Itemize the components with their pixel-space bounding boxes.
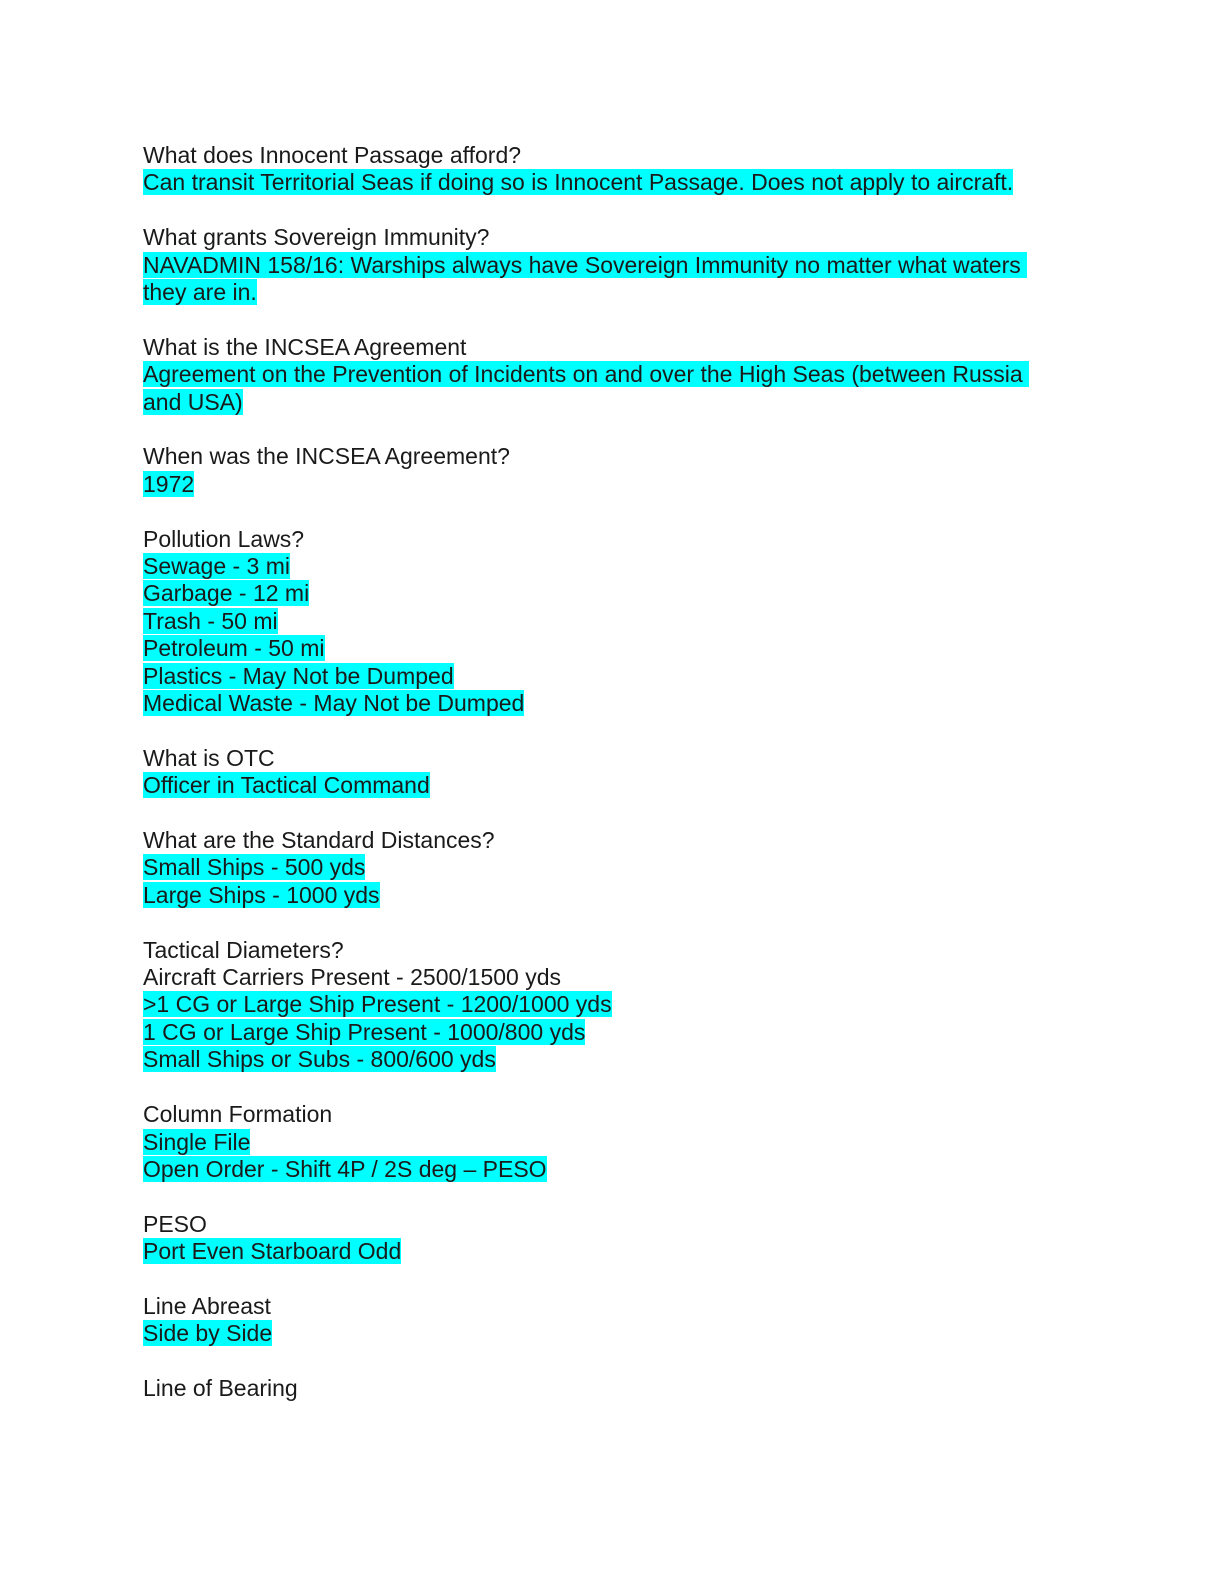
answer-line	[143, 772, 1063, 799]
question-text: PESO	[143, 1210, 207, 1237]
qa-block	[143, 224, 1063, 306]
question-text: Line Abreast	[143, 1292, 271, 1319]
highlighted-answer-text: Trash - 50 mi	[143, 607, 278, 634]
answer-line	[143, 361, 1063, 416]
answer-line	[143, 1238, 1063, 1265]
highlighted-answer-text: 1972	[143, 470, 195, 497]
qa-block	[143, 1375, 1063, 1402]
answer-line	[143, 635, 1063, 662]
question-text: Line of Bearing	[143, 1375, 298, 1402]
qa-block	[143, 443, 1063, 498]
question-text: Pollution Laws?	[143, 525, 305, 552]
highlighted-answer-text: Medical Waste - May Not be Dumped	[143, 690, 525, 717]
answer-line	[143, 1320, 1063, 1347]
answer-line	[143, 1156, 1063, 1183]
highlighted-answer-text: Can transit Territorial Seas if doing so is Innocent Passage. Does not apply to aircraft.	[143, 169, 1014, 196]
question-text: Column Formation	[143, 1101, 333, 1128]
question-text: When was the INCSEA Agreement?	[143, 443, 510, 470]
answer-line	[143, 608, 1063, 635]
highlighted-answer-text: Single File	[143, 1128, 251, 1155]
highlighted-answer-text: Petroleum - 50 mi	[143, 635, 325, 662]
highlighted-answer-text: Side by Side	[143, 1320, 273, 1347]
question-text: Tactical Diameters?	[143, 936, 344, 963]
answer-line	[143, 169, 1063, 196]
answer-line	[143, 1046, 1063, 1073]
highlighted-answer-text: Open Order - Shift 4P / 2S deg – PESO	[143, 1155, 547, 1182]
answer-line	[143, 964, 1063, 991]
document-page	[143, 142, 1063, 1430]
answer-line	[143, 854, 1063, 881]
highlighted-answer-text: >1 CG or Large Ship Present - 1200/1000 yds	[143, 991, 612, 1018]
highlighted-answer-text: 1 CG or Large Ship Present - 1000/800 yds	[143, 1018, 586, 1045]
question-text: What are the Standard Distances?	[143, 827, 495, 854]
highlighted-answer-text: NAVADMIN 158/16: Warships always have Sovereign Immunity no matter what waters they are in.	[143, 251, 1028, 306]
highlighted-answer-text: Plastics - May Not be Dumped	[143, 662, 454, 689]
question-text: What is the INCSEA Agreement	[143, 333, 467, 360]
highlighted-answer-text: Sewage - 3 mi	[143, 553, 291, 580]
qa-block	[143, 1101, 1063, 1183]
highlighted-answer-text: Port Even Starboard Odd	[143, 1238, 402, 1265]
highlighted-answer-text: Small Ships - 500 yds	[143, 854, 366, 881]
qa-block	[143, 526, 1063, 718]
highlighted-answer-text: Small Ships or Subs - 800/600 yds	[143, 1046, 496, 1073]
qa-block	[143, 334, 1063, 416]
qa-block	[143, 745, 1063, 800]
answer-line	[143, 663, 1063, 690]
question-text: What does Innocent Passage afford?	[143, 142, 522, 168]
qa-block	[143, 827, 1063, 909]
answer-line	[143, 252, 1063, 307]
answer-line	[143, 991, 1063, 1018]
answer-line	[143, 690, 1063, 717]
answer-line	[143, 471, 1063, 498]
question-text: What grants Sovereign Immunity?	[143, 224, 490, 251]
highlighted-answer-text: Large Ships - 1000 yds	[143, 881, 380, 908]
answer-text: Aircraft Carriers Present - 2500/1500 yds	[143, 964, 562, 991]
answer-line	[143, 1129, 1063, 1156]
answer-line	[143, 882, 1063, 909]
highlighted-answer-text: Agreement on the Prevention of Incidents on and over the High Seas (between Russia and USA)	[143, 361, 1030, 415]
qa-block	[143, 1293, 1063, 1348]
highlighted-answer-text: Officer in Tactical Command	[143, 772, 430, 799]
qa-block	[143, 1211, 1063, 1266]
qa-block	[143, 937, 1063, 1074]
qa-block	[143, 142, 1063, 197]
answer-line	[143, 580, 1063, 607]
question-text: What is OTC	[143, 744, 275, 771]
highlighted-answer-text: Garbage - 12 mi	[143, 580, 310, 607]
answer-line	[143, 553, 1063, 580]
answer-line	[143, 1019, 1063, 1046]
